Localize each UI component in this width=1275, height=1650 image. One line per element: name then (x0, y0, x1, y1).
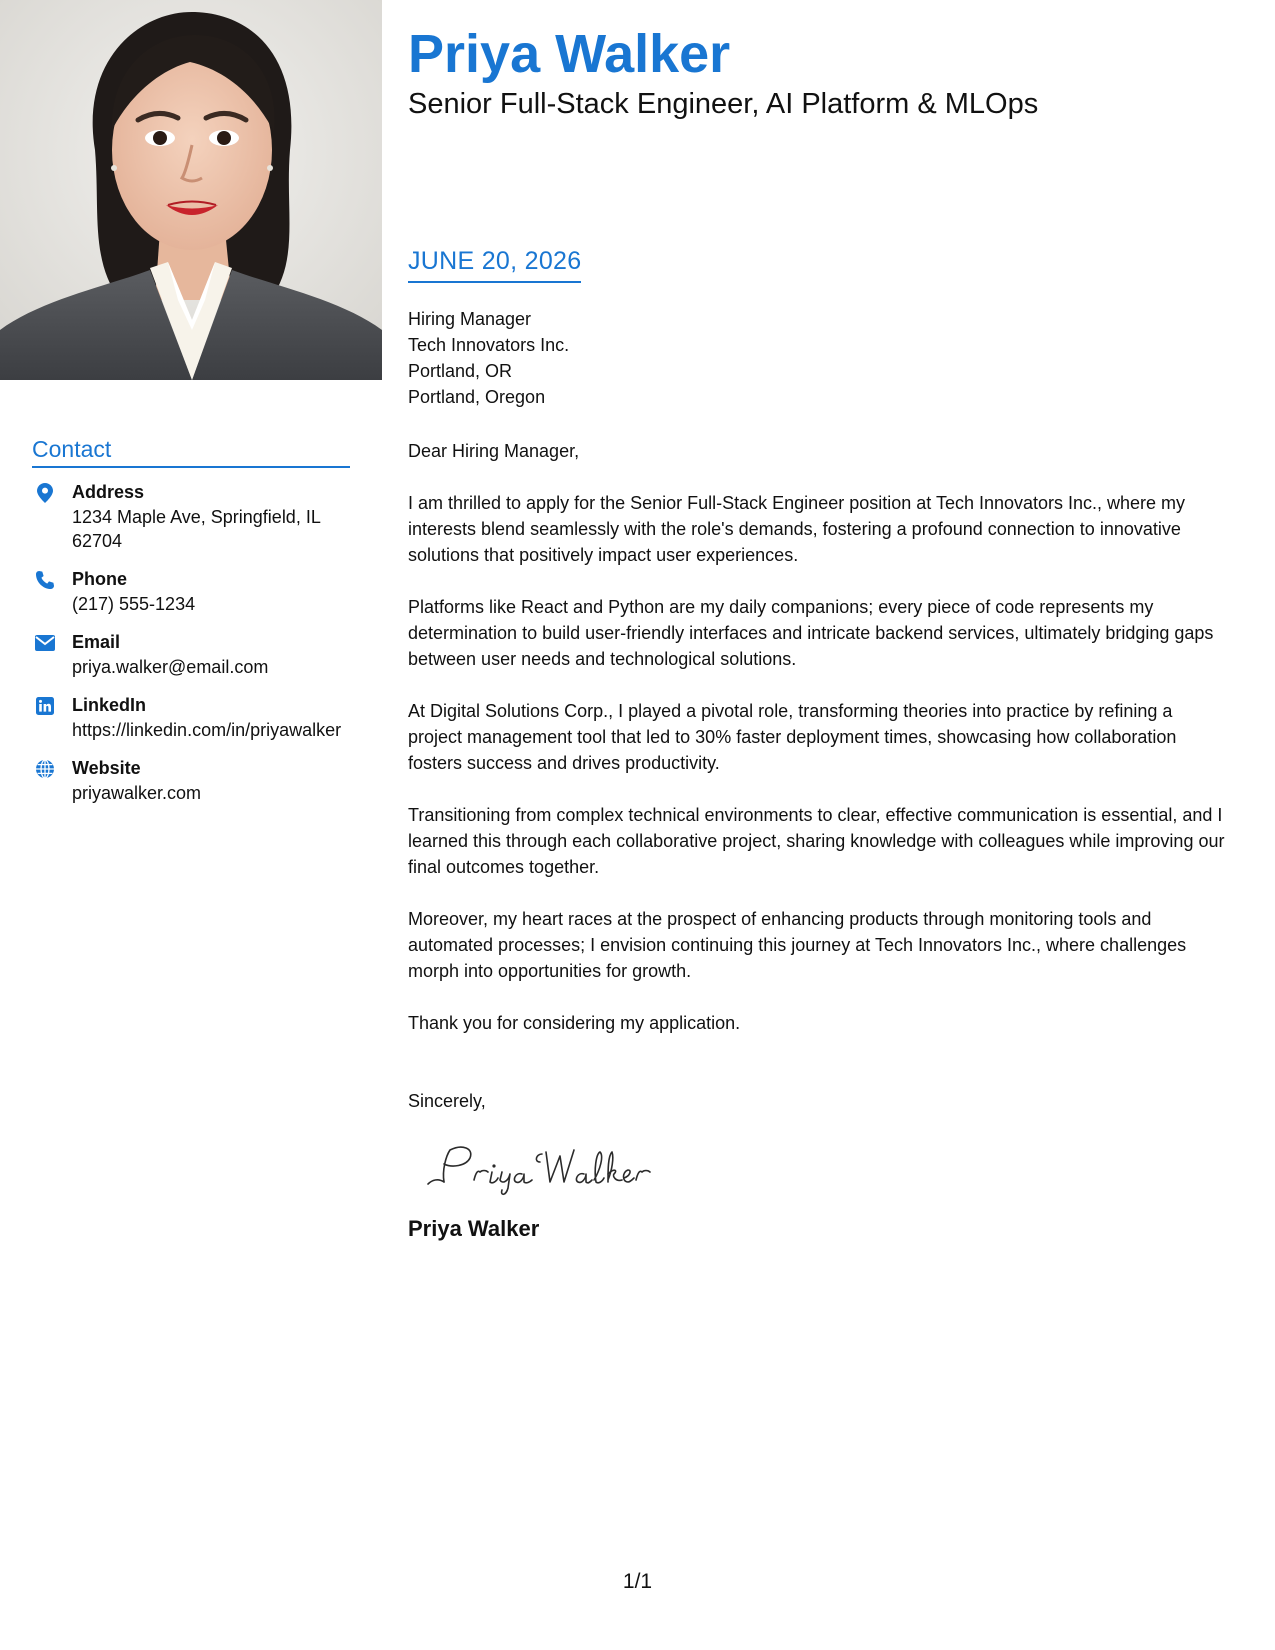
contact-address (32, 480, 350, 553)
contact-linkedin (32, 693, 350, 742)
salutation: Dear Hiring Manager, (408, 441, 580, 461)
contact-website (32, 756, 350, 805)
linkedin-icon (34, 695, 56, 717)
contact-value[interactable]: priyawalker.com (72, 783, 202, 803)
portrait-photo (0, 0, 382, 380)
contact-email (32, 630, 350, 679)
letter-paragraph: Platforms like React and Python are my daily companions; every piece of code represents my determination to build user-friendly interfaces and intricate backend services, ultimately bridging gaps between user needs and technological solutions. (408, 597, 1214, 669)
contact-heading: Contact (32, 436, 350, 468)
contact-section (32, 436, 350, 819)
candidate-name: Priya Walker (408, 24, 731, 84)
candidate-title: Senior Full-Stack Engineer, AI Platform & MLOps (408, 88, 1039, 120)
signatory-name: Priya Walker (408, 1216, 540, 1241)
location-pin-icon (34, 482, 56, 504)
recipient-line: Hiring Manager (408, 309, 532, 329)
contact-label: Address (72, 482, 145, 502)
recipient-line: Tech Innovators Inc. (408, 335, 570, 355)
letter-paragraph: At Digital Solutions Corp., I played a pivotal role, transforming theories into practice by refining a project management tool that led to 30% faster deployment times, showcasing how collaboration fosters success and drives productivity. (408, 701, 1177, 773)
contact-label: Email (72, 632, 121, 652)
signature-image (422, 1140, 1228, 1198)
globe-icon (34, 758, 56, 780)
handwritten-signature (422, 1140, 662, 1198)
profile-photo (0, 0, 382, 380)
contact-value[interactable]: (217) 555-1234 (72, 594, 196, 614)
letter-paragraph: I am thrilled to apply for the Senior Full-Stack Engineer position at Tech Innovators Inc., where my interests blend seamlessly with the role's demands, fostering a profound connection to innovative solutions that positively impact user experiences. (408, 493, 1186, 565)
letter-paragraph: Moreover, my heart races at the prospect of enhancing products through monitoring tools and automated processes; I envision continuing this journey at Tech Innovators Inc., where challenges morph into opportunities for growth. (408, 909, 1187, 981)
recipient-line: Portland, OR (408, 361, 513, 381)
contact-value[interactable]: https://linkedin.com/in/priyawalker (72, 720, 342, 740)
contact-value: 1234 Maple Ave, Springfield, IL 62704 (72, 507, 321, 551)
contact-label: LinkedIn (72, 695, 147, 715)
letter-date: JUNE 20, 2026 (408, 247, 581, 283)
recipient-block (408, 306, 1228, 410)
contact-label: Phone (72, 569, 128, 589)
contact-label: Website (72, 758, 141, 778)
contact-phone (32, 567, 350, 616)
phone-icon (34, 569, 56, 591)
header (408, 22, 1228, 122)
contact-value[interactable]: priya.walker@email.com (72, 657, 269, 677)
letter-paragraph: Transitioning from complex technical environments to clear, effective communication is essential, and I learned this through each collaborative project, sharing knowledge with colleagues while improving our final outcomes together. (408, 805, 1225, 877)
recipient-line: Portland, Oregon (408, 387, 546, 407)
letter-paragraph: Thank you for considering my application. (408, 1013, 741, 1033)
closing: Sincerely, (408, 1091, 486, 1111)
envelope-icon (34, 632, 56, 654)
letter-body (408, 306, 1228, 1242)
page-number: 1/1 (622, 1570, 653, 1593)
